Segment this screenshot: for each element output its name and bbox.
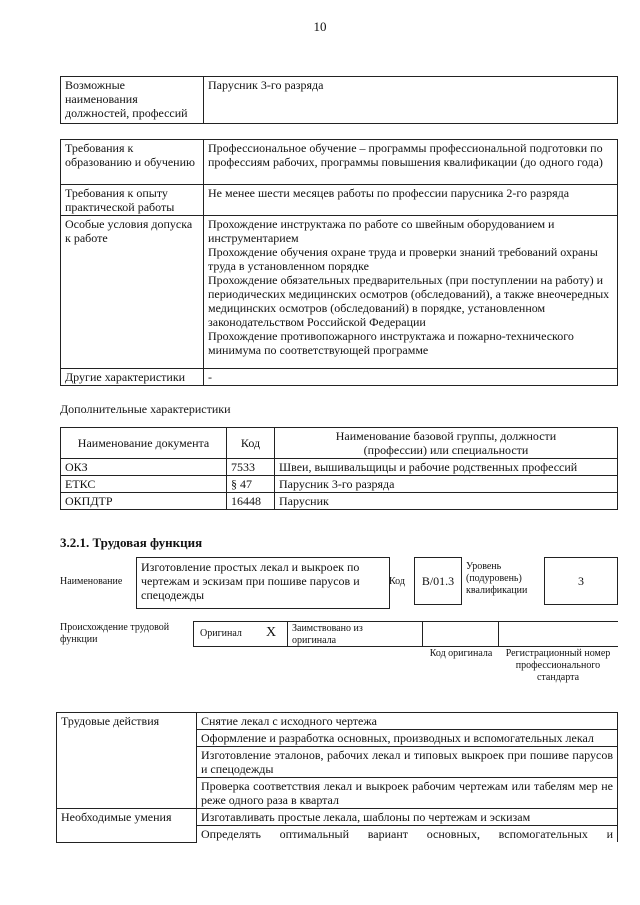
actions-label: Трудовые действия bbox=[57, 713, 197, 809]
function-level-label: Уровень (подуровень) квалификации bbox=[466, 561, 528, 596]
names-label: Возможные наименования должностей, профессий bbox=[61, 77, 204, 124]
table-row bbox=[61, 369, 618, 386]
table-row bbox=[61, 185, 618, 216]
function-name-box bbox=[136, 557, 390, 609]
cell-code: 7533 bbox=[227, 459, 275, 476]
req-special-line: Прохождение инструктажа по работе со швейным оборудованием и инструментарием bbox=[208, 217, 555, 245]
req-exp-label: Требования к опыту практической работы bbox=[61, 185, 204, 216]
req-special-line: Прохождение обязательных предварительных (при поступлении на работу) и периодических медицинских осмотров (обследований), а также внеочередных медицинских осмотров (обследований) в порядке, установленном законодательством Российской Федерации bbox=[208, 273, 610, 329]
req-special-value bbox=[204, 216, 618, 369]
origin-original-mark: X bbox=[266, 625, 277, 640]
header-code: Код bbox=[227, 428, 275, 459]
req-edu-label: Требования к образованию и обучению bbox=[61, 140, 204, 185]
table-row bbox=[57, 809, 618, 826]
origin-divider-1 bbox=[287, 621, 288, 647]
cell-doc: ОКПДТР bbox=[61, 493, 227, 510]
table-row bbox=[61, 476, 618, 493]
header-name: Наименование базовой группы, должности (профессии) или специальности bbox=[275, 428, 618, 459]
additional-table bbox=[60, 427, 618, 510]
origin-label: Происхождение трудовой функции bbox=[60, 622, 170, 645]
req-other-label: Другие характеристики bbox=[61, 369, 204, 386]
action-item: Проверка соответствия лекал и выкроек рабочим чертежам или табелям мер не реже одного раза в квартал bbox=[197, 778, 618, 809]
cell-name: Парусник 3-го разряда bbox=[275, 476, 618, 493]
origin-divider-3 bbox=[498, 621, 499, 647]
skills-label: Необходимые умения bbox=[57, 809, 197, 843]
origin-original-label: Оригинал bbox=[200, 628, 242, 639]
function-code-value: B/01.3 bbox=[421, 574, 455, 588]
table-row bbox=[61, 493, 618, 510]
additional-title: Дополнительные характеристики bbox=[60, 402, 231, 416]
req-special-line: Прохождение обучения охране труда и проверки знаний требований охраны труда в установленном порядке bbox=[208, 245, 598, 273]
names-value: Парусник 3-го разряда bbox=[204, 77, 618, 124]
function-level-box bbox=[544, 557, 618, 605]
skill-item-text: Определять оптимальный вариант основных, вспомогательных и bbox=[201, 827, 613, 841]
table-row bbox=[61, 459, 618, 476]
names-table bbox=[60, 76, 618, 124]
cell-doc: ОКЗ bbox=[61, 459, 227, 476]
origin-divider-2 bbox=[422, 621, 423, 647]
table-row bbox=[61, 216, 618, 369]
page-number: 10 bbox=[313, 19, 327, 34]
origin-code-caption: Код оригинала bbox=[429, 648, 493, 659]
req-exp-value: Не менее шести месяцев работы по профессии парусника 2-го разряда bbox=[204, 185, 618, 216]
table-row bbox=[61, 428, 618, 459]
origin-row bbox=[193, 621, 618, 647]
cell-doc: ЕТКС bbox=[61, 476, 227, 493]
actions-table bbox=[56, 712, 618, 843]
skill-item: Изготавливать простые лекала, шаблоны по чертежам и эскизам bbox=[197, 809, 618, 826]
origin-reg-caption: Регистрационный номер профессионального стандарта bbox=[505, 648, 611, 683]
action-item: Оформление и разработка основных, производных и вспомогательных лекал bbox=[197, 730, 618, 747]
action-item: Изготовление эталонов, рабочих лекал и типовых выкроек при пошиве парусов и спецодежды bbox=[197, 747, 618, 778]
origin-borrowed-label: Заимствовано из оригинала bbox=[292, 623, 363, 646]
function-name-value: Изготовление простых лекал и выкроек по чертежам и эскизам при пошиве парусов и спецодежды bbox=[141, 560, 360, 602]
cell-code: § 47 bbox=[227, 476, 275, 493]
table-row bbox=[57, 713, 618, 730]
cell-code: 16448 bbox=[227, 493, 275, 510]
cell-name: Швеи, вышивальщицы и рабочие родственных профессий bbox=[275, 459, 618, 476]
cell-name: Парусник bbox=[275, 493, 618, 510]
req-edu-value: Профессиональное обучение – программы профессиональной подготовки по профессиям рабочих, программы повышения квалификации (до одного года) bbox=[204, 140, 618, 185]
requirements-table bbox=[60, 139, 618, 386]
function-heading: 3.2.1. Трудовая функция bbox=[60, 535, 203, 550]
header-doc: Наименование документа bbox=[61, 428, 227, 459]
function-level-value: 3 bbox=[578, 574, 584, 588]
req-special-line: Прохождение противопожарного инструктажа и пожарно-технического минимума по соответствующей программе bbox=[208, 329, 574, 357]
table-row bbox=[61, 140, 618, 185]
action-item: Снятие лекал с исходного чертежа bbox=[197, 713, 618, 730]
function-code-label: Код bbox=[389, 576, 405, 587]
req-special-label: Особые условия допуска к работе bbox=[61, 216, 204, 369]
table-row bbox=[61, 77, 618, 124]
req-other-value: - bbox=[204, 369, 618, 386]
function-code-box bbox=[414, 557, 462, 605]
function-name-label: Наименование bbox=[60, 576, 123, 587]
skill-item bbox=[197, 826, 618, 843]
